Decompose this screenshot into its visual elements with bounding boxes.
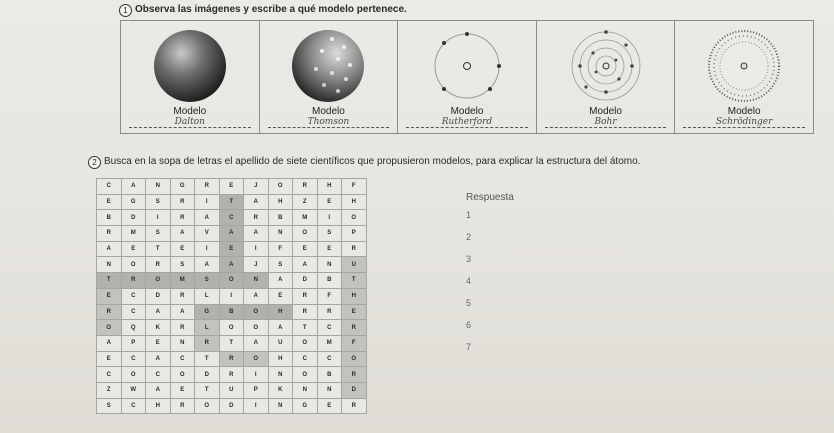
grid-cell[interactable]: C: [121, 398, 146, 414]
grid-cell[interactable]: O: [170, 367, 195, 383]
grid-cell[interactable]: A: [244, 194, 269, 210]
grid-cell[interactable]: R: [195, 179, 220, 195]
grid-cell[interactable]: E: [219, 179, 244, 195]
grid-cell[interactable]: E: [97, 288, 122, 304]
grid-cell[interactable]: H: [342, 194, 367, 210]
grid-cell[interactable]: T: [195, 382, 220, 398]
grid-cell[interactable]: O: [244, 304, 269, 320]
grid-cell[interactable]: G: [121, 194, 146, 210]
model-cell-2: [260, 21, 399, 133]
grid-row: [97, 179, 367, 195]
grid-cell[interactable]: O: [244, 320, 269, 336]
grid-cell[interactable]: I: [244, 367, 269, 383]
grid-cell[interactable]: A: [97, 241, 122, 257]
grid-cell[interactable]: U: [342, 257, 367, 273]
grid-cell[interactable]: R: [170, 194, 195, 210]
grid-cell[interactable]: S: [268, 257, 293, 273]
respuesta-item-3: 3: [466, 254, 472, 264]
grid-cell[interactable]: C: [121, 304, 146, 320]
model-cell-4: [537, 21, 676, 133]
grid-cell[interactable]: R: [317, 304, 342, 320]
grid-cell[interactable]: A: [244, 335, 269, 351]
grid-row: [97, 273, 367, 289]
grid-cell[interactable]: N: [317, 382, 342, 398]
grid-cell[interactable]: C: [97, 367, 122, 383]
grid-cell[interactable]: A: [195, 210, 220, 226]
grid-cell[interactable]: E: [170, 382, 195, 398]
grid-cell[interactable]: J: [244, 257, 269, 273]
grid-cell[interactable]: A: [170, 304, 195, 320]
grid-cell[interactable]: O: [293, 226, 318, 242]
grid-cell[interactable]: S: [195, 273, 220, 289]
grid-cell[interactable]: A: [244, 226, 269, 242]
grid-cell[interactable]: I: [317, 210, 342, 226]
grid-row: [97, 382, 367, 398]
question-1-text: Observa las imágenes y escribe a qué modelo pertenece.: [135, 4, 407, 15]
grid-cell[interactable]: C: [121, 288, 146, 304]
grid-cell[interactable]: N: [146, 179, 171, 195]
grid-cell[interactable]: R: [244, 210, 269, 226]
grid-cell[interactable]: U: [268, 335, 293, 351]
grid-cell[interactable]: D: [121, 210, 146, 226]
grid-cell[interactable]: L: [195, 288, 220, 304]
grid-cell[interactable]: O: [293, 367, 318, 383]
grid-cell[interactable]: Z: [97, 382, 122, 398]
grid-cell[interactable]: T: [342, 273, 367, 289]
grid-cell[interactable]: C: [121, 351, 146, 367]
thomson-plum-pudding-image: [288, 27, 368, 105]
grid-cell[interactable]: F: [342, 335, 367, 351]
model-answer-3[interactable]: Rutherford: [406, 117, 528, 128]
grid-cell[interactable]: C: [97, 179, 122, 195]
grid-cell[interactable]: S: [97, 398, 122, 414]
grid-cell[interactable]: F: [268, 241, 293, 257]
grid-cell[interactable]: R: [97, 304, 122, 320]
grid-cell[interactable]: R: [170, 288, 195, 304]
grid-cell[interactable]: O: [121, 257, 146, 273]
grid-cell[interactable]: N: [268, 367, 293, 383]
grid-cell[interactable]: R: [342, 398, 367, 414]
grid-cell[interactable]: B: [268, 210, 293, 226]
grid-cell[interactable]: I: [244, 241, 269, 257]
grid-cell[interactable]: D: [146, 288, 171, 304]
grid-cell[interactable]: B: [97, 210, 122, 226]
grid-cell[interactable]: T: [219, 194, 244, 210]
model-label-5: Modelo: [727, 106, 761, 117]
grid-row: [97, 351, 367, 367]
grid-cell[interactable]: R: [195, 335, 220, 351]
grid-cell[interactable]: A: [219, 257, 244, 273]
grid-cell[interactable]: E: [97, 194, 122, 210]
grid-cell[interactable]: E: [342, 304, 367, 320]
grid-cell[interactable]: O: [146, 273, 171, 289]
dalton-sphere-image: [150, 27, 230, 105]
grid-cell[interactable]: P: [342, 226, 367, 242]
rutherford-atom-image: [427, 27, 507, 105]
grid-cell[interactable]: S: [146, 226, 171, 242]
grid-cell[interactable]: A: [146, 304, 171, 320]
respuesta-item-6: 6: [466, 320, 472, 330]
model-answer-1[interactable]: Dalton: [129, 117, 251, 128]
grid-cell[interactable]: T: [146, 241, 171, 257]
grid-cell[interactable]: O: [121, 367, 146, 383]
grid-cell[interactable]: W: [121, 382, 146, 398]
grid-cell[interactable]: H: [342, 288, 367, 304]
grid-cell[interactable]: R: [342, 241, 367, 257]
grid-cell[interactable]: V: [195, 226, 220, 242]
grid-cell[interactable]: R: [293, 179, 318, 195]
grid-row: [97, 226, 367, 242]
grid-cell[interactable]: A: [219, 226, 244, 242]
model-label-4: Modelo: [589, 106, 622, 117]
grid-cell[interactable]: D: [293, 273, 318, 289]
grid-cell[interactable]: S: [170, 257, 195, 273]
model-cell-3: [398, 21, 537, 133]
grid-cell[interactable]: R: [342, 320, 367, 336]
grid-cell[interactable]: R: [293, 288, 318, 304]
grid-row: [97, 210, 367, 226]
respuesta-item-2: 2: [466, 232, 472, 242]
grid-cell[interactable]: N: [244, 273, 269, 289]
models-table: [120, 20, 814, 134]
grid-cell[interactable]: J: [244, 179, 269, 195]
grid-row: [97, 398, 367, 414]
grid-cell[interactable]: F: [342, 179, 367, 195]
grid-cell[interactable]: O: [293, 335, 318, 351]
grid-cell[interactable]: A: [244, 288, 269, 304]
grid-cell[interactable]: Q: [121, 320, 146, 336]
grid-cell[interactable]: R: [170, 210, 195, 226]
grid-row: [97, 257, 367, 273]
grid-row: [97, 241, 367, 257]
grid-cell[interactable]: O: [342, 351, 367, 367]
model-cell-5: [675, 21, 813, 133]
respuesta-title: Respuesta: [466, 192, 514, 203]
question-2-number: 2: [88, 156, 101, 169]
grid-cell[interactable]: R: [170, 398, 195, 414]
grid-row: [97, 304, 367, 320]
grid-cell[interactable]: C: [317, 351, 342, 367]
grid-cell[interactable]: A: [268, 320, 293, 336]
grid-cell[interactable]: N: [268, 398, 293, 414]
grid-cell[interactable]: D: [342, 382, 367, 398]
grid-cell[interactable]: N: [293, 382, 318, 398]
grid-cell[interactable]: O: [244, 351, 269, 367]
grid-cell[interactable]: C: [146, 367, 171, 383]
model-label-2: Modelo: [311, 106, 345, 117]
grid-cell[interactable]: T: [293, 320, 318, 336]
respuesta-item-4: 4: [466, 276, 472, 286]
grid-cell[interactable]: I: [146, 210, 171, 226]
grid-cell[interactable]: N: [268, 226, 293, 242]
model-label-3: Modelo: [450, 106, 484, 117]
grid-cell[interactable]: I: [195, 194, 220, 210]
grid-cell[interactable]: E: [317, 398, 342, 414]
grid-cell[interactable]: N: [97, 257, 122, 273]
grid-cell[interactable]: O: [342, 210, 367, 226]
grid-cell[interactable]: C: [219, 210, 244, 226]
grid-cell[interactable]: B: [317, 367, 342, 383]
grid-cell[interactable]: C: [317, 320, 342, 336]
grid-cell[interactable]: R: [219, 351, 244, 367]
bohr-atom-image: [566, 27, 646, 105]
grid-cell[interactable]: E: [97, 351, 122, 367]
grid-cell[interactable]: B: [219, 304, 244, 320]
grid-cell[interactable]: G: [293, 398, 318, 414]
grid-cell[interactable]: O: [219, 320, 244, 336]
grid-cell[interactable]: F: [317, 288, 342, 304]
grid-row: [97, 288, 367, 304]
respuesta-item-5: 5: [466, 298, 472, 308]
grid-cell[interactable]: S: [317, 226, 342, 242]
grid-cell[interactable]: N: [317, 257, 342, 273]
grid-row: [97, 194, 367, 210]
grid-cell[interactable]: B: [317, 273, 342, 289]
grid-cell[interactable]: H: [146, 398, 171, 414]
grid-cell[interactable]: C: [293, 351, 318, 367]
grid-cell[interactable]: O: [97, 320, 122, 336]
grid-cell[interactable]: K: [146, 320, 171, 336]
grid-cell[interactable]: I: [219, 288, 244, 304]
model-cell-1: [121, 21, 260, 133]
model-answer-5[interactable]: Schrödinger: [683, 117, 805, 128]
grid-row: [97, 320, 367, 336]
grid-cell[interactable]: N: [170, 335, 195, 351]
word-search-grid: [96, 178, 367, 414]
grid-cell[interactable]: A: [146, 382, 171, 398]
grid-cell[interactable]: D: [219, 398, 244, 414]
grid-cell[interactable]: P: [121, 335, 146, 351]
respuesta-item-1: 1: [466, 210, 472, 220]
question-1-number: 1: [119, 4, 132, 17]
model-answer-4[interactable]: Bohr: [545, 117, 667, 128]
grid-cell[interactable]: H: [317, 179, 342, 195]
grid-cell[interactable]: R: [293, 304, 318, 320]
grid-cell[interactable]: T: [195, 351, 220, 367]
grid-cell[interactable]: A: [195, 257, 220, 273]
grid-cell[interactable]: A: [146, 351, 171, 367]
grid-cell[interactable]: E: [317, 241, 342, 257]
grid-cell[interactable]: M: [317, 335, 342, 351]
grid-cell[interactable]: H: [268, 194, 293, 210]
grid-cell[interactable]: R: [170, 320, 195, 336]
grid-cell[interactable]: A: [97, 335, 122, 351]
grid-cell[interactable]: R: [97, 226, 122, 242]
grid-cell[interactable]: R: [121, 273, 146, 289]
grid-cell[interactable]: E: [219, 241, 244, 257]
grid-cell[interactable]: R: [219, 367, 244, 383]
model-label-1: Modelo: [173, 106, 207, 117]
grid-cell[interactable]: I: [244, 398, 269, 414]
grid-cell[interactable]: Z: [293, 194, 318, 210]
grid-cell[interactable]: M: [293, 210, 318, 226]
grid-cell[interactable]: E: [317, 194, 342, 210]
grid-cell[interactable]: E: [293, 241, 318, 257]
grid-cell[interactable]: C: [170, 351, 195, 367]
grid-cell[interactable]: A: [293, 257, 318, 273]
question-2-text: Busca en la sopa de letras el apellido de siete científicos que propusieron modelos, para explicar la estructura del átomo.: [104, 156, 641, 167]
grid-cell[interactable]: T: [97, 273, 122, 289]
grid-cell[interactable]: U: [219, 382, 244, 398]
grid-cell[interactable]: E: [121, 241, 146, 257]
grid-cell[interactable]: A: [121, 179, 146, 195]
grid-cell[interactable]: E: [146, 335, 171, 351]
grid-cell[interactable]: H: [268, 304, 293, 320]
grid-cell[interactable]: M: [121, 226, 146, 242]
grid-cell[interactable]: P: [244, 382, 269, 398]
grid-cell[interactable]: O: [268, 179, 293, 195]
grid-cell[interactable]: K: [268, 382, 293, 398]
quantum-cloud-atom-image: [704, 27, 784, 105]
grid-cell[interactable]: T: [219, 335, 244, 351]
grid-cell[interactable]: A: [268, 273, 293, 289]
respuesta-item-7: 7: [466, 342, 472, 352]
grid-cell[interactable]: L: [195, 320, 220, 336]
grid-cell[interactable]: A: [170, 226, 195, 242]
grid-cell[interactable]: M: [170, 273, 195, 289]
grid-cell[interactable]: S: [146, 194, 171, 210]
grid-cell[interactable]: E: [170, 241, 195, 257]
grid-cell[interactable]: R: [342, 367, 367, 383]
grid-cell[interactable]: D: [195, 367, 220, 383]
grid-row: [97, 335, 367, 351]
grid-cell[interactable]: R: [146, 257, 171, 273]
grid-cell[interactable]: G: [170, 179, 195, 195]
grid-row: [97, 367, 367, 383]
grid-cell[interactable]: O: [219, 273, 244, 289]
model-answer-2[interactable]: Thomson: [268, 117, 390, 128]
grid-cell[interactable]: E: [268, 288, 293, 304]
grid-cell[interactable]: O: [195, 398, 220, 414]
grid-cell[interactable]: I: [195, 241, 220, 257]
grid-cell[interactable]: H: [268, 351, 293, 367]
grid-cell[interactable]: G: [195, 304, 220, 320]
